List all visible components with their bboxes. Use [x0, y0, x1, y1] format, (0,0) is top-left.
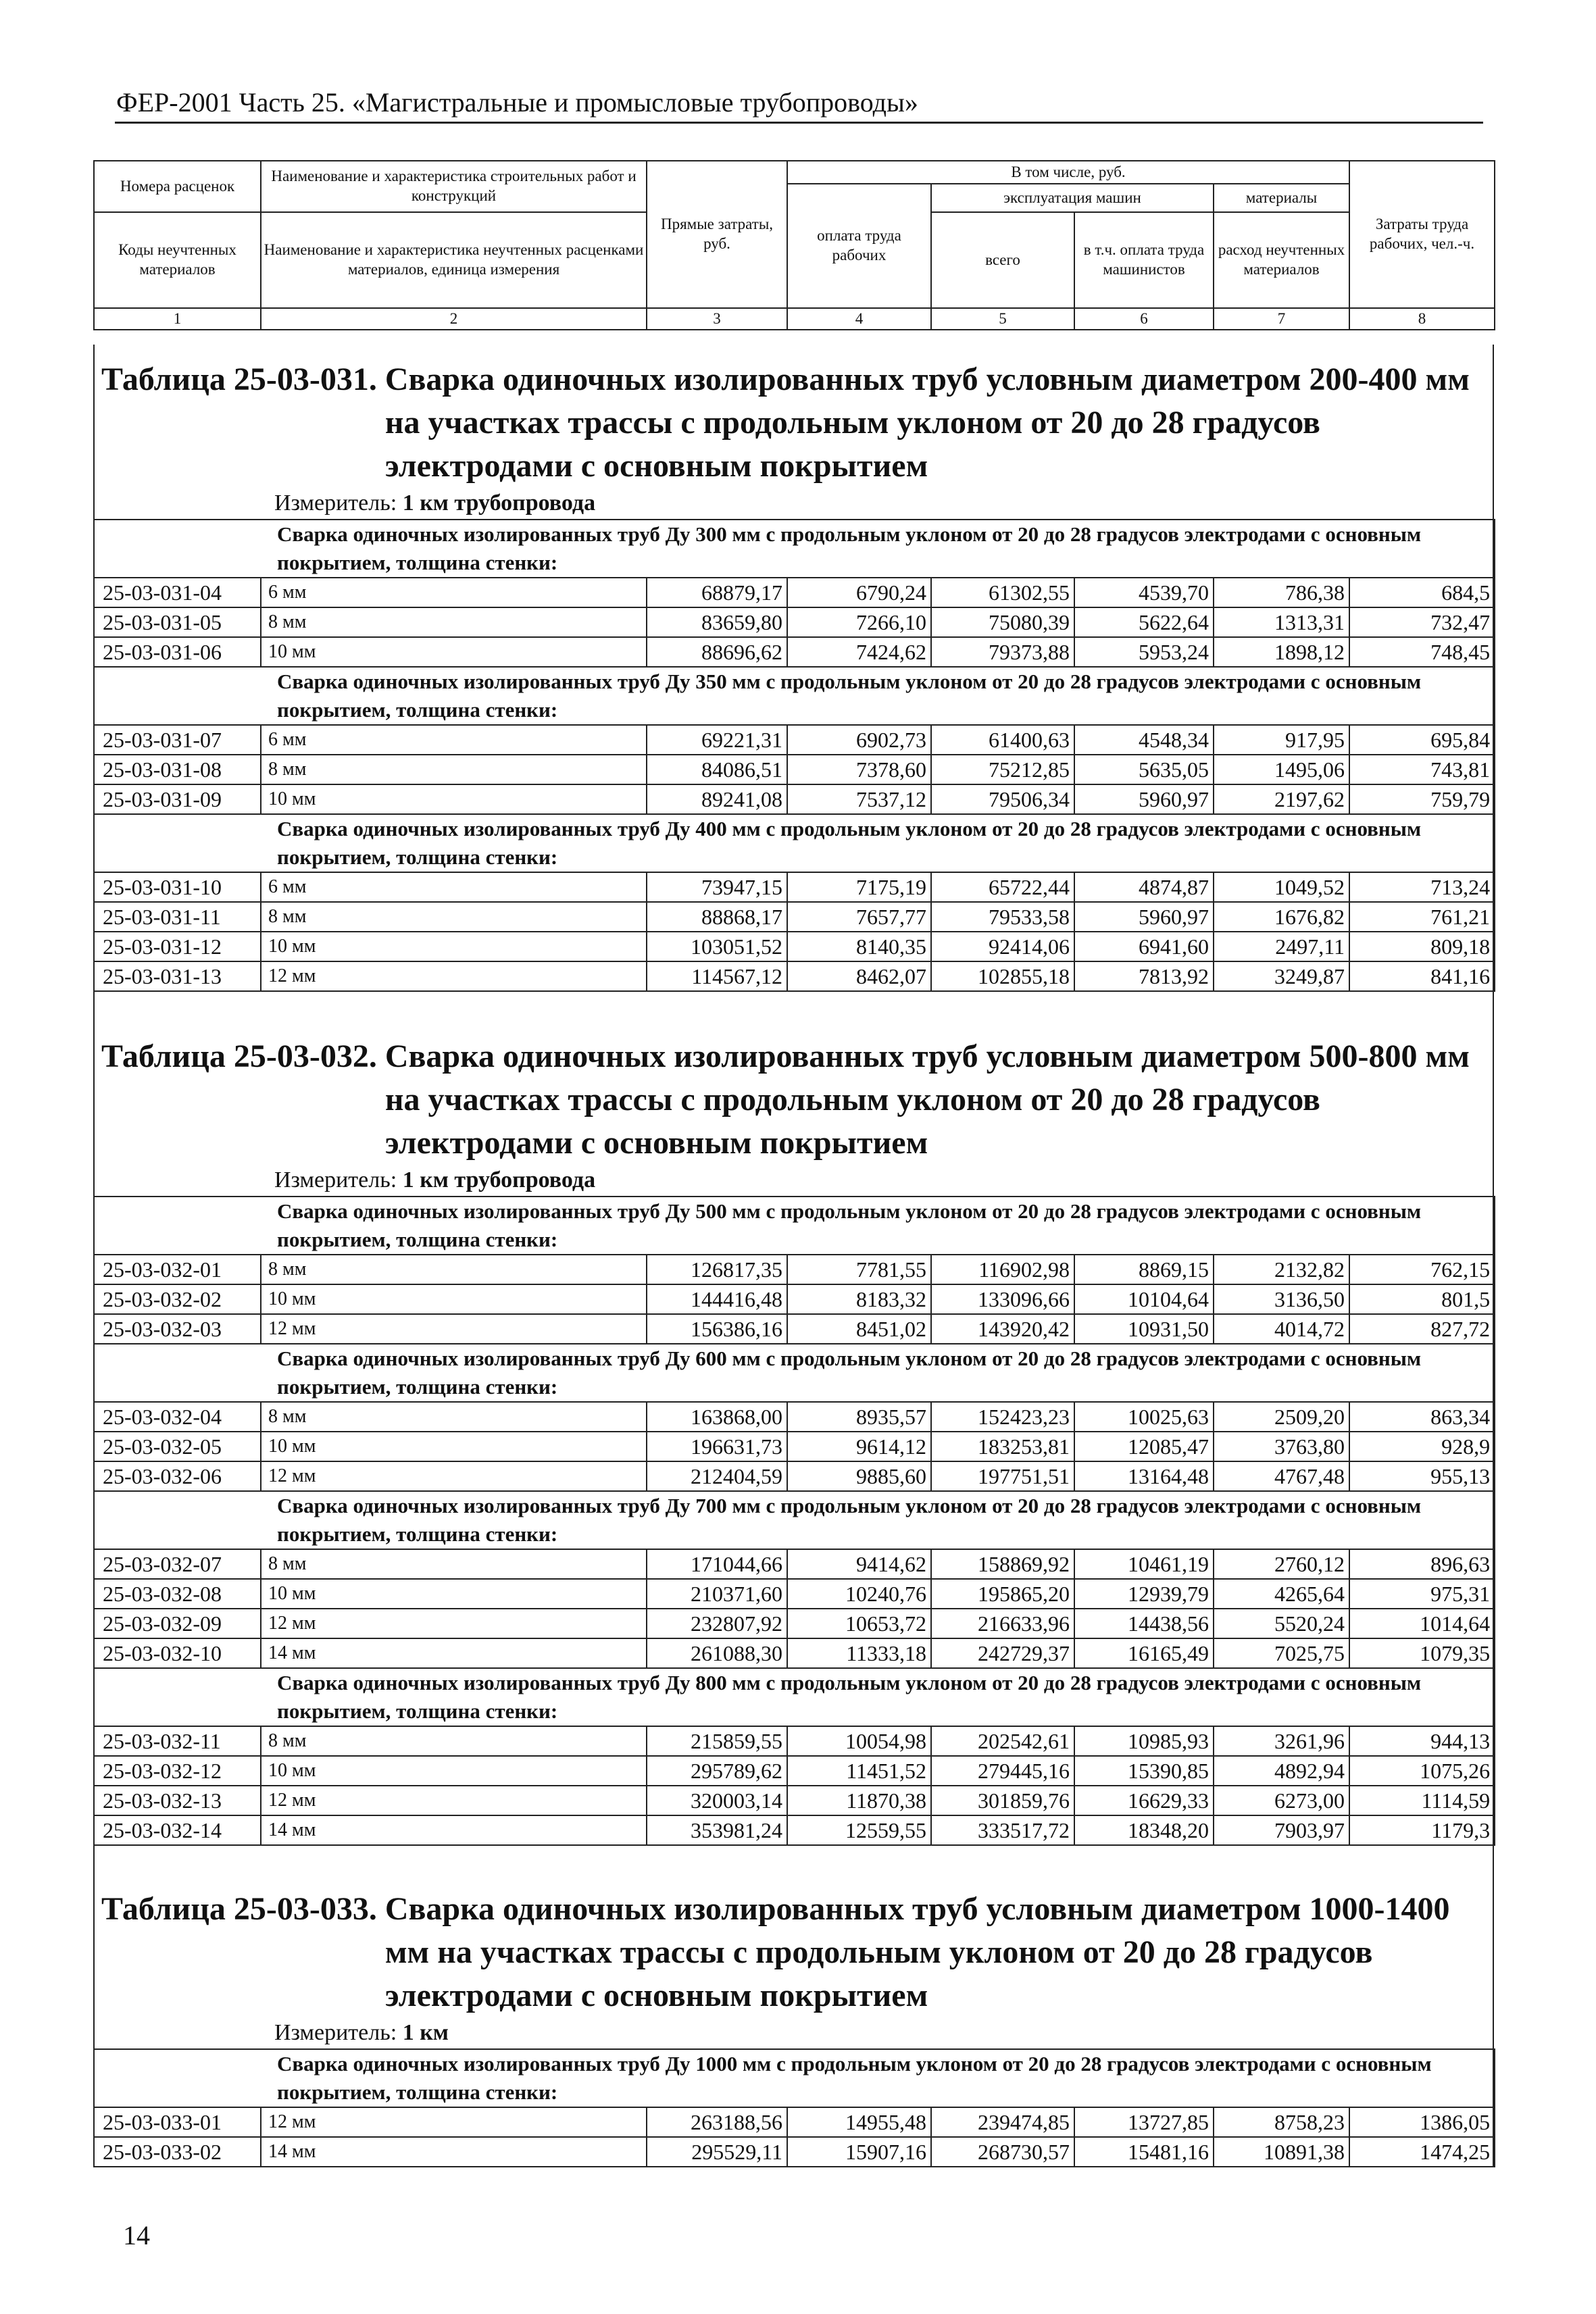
table-row	[94, 1609, 1495, 1638]
column-header-table	[93, 160, 1495, 330]
materials-cost: 4265,64	[1214, 1579, 1349, 1609]
worker-wages: 7424,62	[787, 637, 931, 667]
labor-hours: 759,79	[1349, 784, 1495, 814]
materials-cost: 3136,50	[1214, 1284, 1349, 1314]
wall-thickness: 12 мм	[261, 1609, 647, 1638]
wall-thickness: 12 мм	[261, 1314, 647, 1344]
direct-costs: 114567,12	[647, 961, 787, 991]
group-title: Сварка одиночных изолированных труб Ду 400 мм с продольным уклоном от 20 до 28 градусов электродами с основным покрытием, толщина стенки:	[94, 814, 1495, 872]
materials-cost: 2132,82	[1214, 1255, 1349, 1284]
materials-cost: 1049,52	[1214, 872, 1349, 902]
direct-costs: 320003,14	[647, 1786, 787, 1815]
worker-wages: 8935,57	[787, 1402, 931, 1432]
machines-total: 183253,81	[931, 1432, 1074, 1461]
worker-wages: 6790,24	[787, 578, 931, 607]
rate-code: 25-03-031-05	[94, 607, 261, 637]
worker-wages: 7175,19	[787, 872, 931, 902]
worker-wages: 10054,98	[787, 1726, 931, 1756]
group-header-row	[94, 1491, 1495, 1549]
wall-thickness: 8 мм	[261, 1255, 647, 1284]
rate-code: 25-03-032-09	[94, 1609, 261, 1638]
materials-cost: 2760,12	[1214, 1549, 1349, 1579]
direct-costs: 84086,51	[647, 755, 787, 784]
rate-code: 25-03-032-14	[94, 1815, 261, 1845]
wall-thickness: 10 мм	[261, 1432, 647, 1461]
labor-hours: 713,24	[1349, 872, 1495, 902]
direct-costs: 163868,00	[647, 1402, 787, 1432]
labor-hours: 841,16	[1349, 961, 1495, 991]
header-work-name: Наименование и характеристика строительных работ и конструкций	[261, 161, 647, 212]
rate-code: 25-03-032-02	[94, 1284, 261, 1314]
materials-cost: 3261,96	[1214, 1726, 1349, 1756]
table-caption: Сварка одиночных изолированных труб условным диаметром 1000-1400 мм на участках трассы с продольным уклоном от 20 до 28 градусов электродами с основным покрытием	[384, 1891, 1450, 2013]
labor-hours: 761,21	[1349, 902, 1495, 932]
machinist-wages: 10461,19	[1074, 1549, 1214, 1579]
worker-wages: 7781,55	[787, 1255, 931, 1284]
wall-thickness: 14 мм	[261, 1815, 647, 1845]
table-row	[94, 1402, 1495, 1432]
rate-code: 25-03-032-01	[94, 1255, 261, 1284]
table-row	[94, 607, 1495, 637]
machinist-wages: 13727,85	[1074, 2107, 1214, 2137]
rate-code: 25-03-032-12	[94, 1756, 261, 1786]
direct-costs: 156386,16	[647, 1314, 787, 1344]
table-number: Таблица 25-03-032.	[101, 1038, 377, 1074]
table-row	[94, 1786, 1495, 1815]
wall-thickness: 14 мм	[261, 1638, 647, 1668]
labor-hours: 827,72	[1349, 1314, 1495, 1344]
table-title	[93, 358, 1494, 488]
labor-hours: 944,13	[1349, 1726, 1495, 1756]
group-title: Сварка одиночных изолированных труб Ду 600 мм с продольным уклоном от 20 до 28 градусов электродами с основным покрытием, толщина стенки:	[94, 1344, 1495, 1402]
measurement-label: Измеритель:	[274, 491, 397, 515]
machines-total: 279445,16	[931, 1756, 1074, 1786]
materials-cost: 917,95	[1214, 725, 1349, 755]
table-row	[94, 637, 1495, 667]
rate-code: 25-03-032-08	[94, 1579, 261, 1609]
direct-costs: 212404,59	[647, 1461, 787, 1491]
header-rate-numbers: Номера расценок	[94, 161, 261, 212]
rate-code: 25-03-031-13	[94, 961, 261, 991]
wall-thickness: 10 мм	[261, 932, 647, 961]
worker-wages: 6902,73	[787, 725, 931, 755]
worker-wages: 8462,07	[787, 961, 931, 991]
labor-hours: 863,34	[1349, 1402, 1495, 1432]
wall-thickness: 14 мм	[261, 2137, 647, 2167]
worker-wages: 7378,60	[787, 755, 931, 784]
table-row	[94, 725, 1495, 755]
labor-hours: 748,45	[1349, 637, 1495, 667]
machinist-wages: 12939,79	[1074, 1579, 1214, 1609]
materials-cost: 2497,11	[1214, 932, 1349, 961]
measurement-label: Измеритель:	[274, 2020, 397, 2045]
direct-costs: 171044,66	[647, 1549, 787, 1579]
wall-thickness: 12 мм	[261, 1786, 647, 1815]
machines-total: 61400,63	[931, 725, 1074, 755]
direct-costs: 215859,55	[647, 1726, 787, 1756]
machinist-wages: 7813,92	[1074, 961, 1214, 991]
group-header-row	[94, 520, 1495, 578]
table-row	[94, 755, 1495, 784]
machines-total: 268730,57	[931, 2137, 1074, 2167]
machines-total: 216633,96	[931, 1609, 1074, 1638]
materials-cost: 4892,94	[1214, 1756, 1349, 1786]
rate-code: 25-03-031-11	[94, 902, 261, 932]
group-header-row	[94, 2049, 1495, 2107]
worker-wages: 12559,55	[787, 1815, 931, 1845]
header-material-names: Наименование и характеристика неучтенных расценками материалов, единица измерения	[261, 212, 647, 308]
header-material-codes: Коды неучтенных материалов	[94, 212, 261, 308]
measurement-label: Измеритель:	[274, 1167, 397, 1192]
labor-hours: 732,47	[1349, 607, 1495, 637]
materials-cost: 1495,06	[1214, 755, 1349, 784]
table-row	[94, 902, 1495, 932]
worker-wages: 11451,52	[787, 1756, 931, 1786]
labor-hours: 1079,35	[1349, 1638, 1495, 1668]
materials-cost: 3249,87	[1214, 961, 1349, 991]
table-row	[94, 1255, 1495, 1284]
worker-wages: 9614,12	[787, 1432, 931, 1461]
rates-table	[93, 2048, 1495, 2167]
machines-total: 242729,37	[931, 1638, 1074, 1668]
direct-costs: 69221,31	[647, 725, 787, 755]
table-row	[94, 1815, 1495, 1845]
rate-code: 25-03-031-07	[94, 725, 261, 755]
rate-code: 25-03-032-05	[94, 1432, 261, 1461]
machines-total: 102855,18	[931, 961, 1074, 991]
header-machines-total: всего	[931, 212, 1074, 308]
rates-table	[93, 519, 1495, 992]
group-title: Сварка одиночных изолированных труб Ду 350 мм с продольным уклоном от 20 до 28 градусов электродами с основным покрытием, толщина стенки:	[94, 667, 1495, 725]
wall-thickness: 8 мм	[261, 1549, 647, 1579]
table-row	[94, 1638, 1495, 1668]
rates-table	[93, 1196, 1495, 1846]
materials-cost: 2197,62	[1214, 784, 1349, 814]
wall-thickness: 8 мм	[261, 1402, 647, 1432]
labor-hours: 684,5	[1349, 578, 1495, 607]
labor-hours: 695,84	[1349, 725, 1495, 755]
page-number: 14	[123, 2220, 150, 2250]
table-row	[94, 1579, 1495, 1609]
rate-code: 25-03-032-06	[94, 1461, 261, 1491]
worker-wages: 7266,10	[787, 607, 931, 637]
direct-costs: 144416,48	[647, 1284, 787, 1314]
machines-total: 158869,92	[931, 1549, 1074, 1579]
table-row	[94, 1461, 1495, 1491]
header-worker-wages: оплата труда рабочих	[787, 184, 931, 308]
labor-hours: 955,13	[1349, 1461, 1495, 1491]
machines-total: 143920,42	[931, 1314, 1074, 1344]
materials-cost: 7903,97	[1214, 1815, 1349, 1845]
wall-thickness: 8 мм	[261, 1726, 647, 1756]
table-section	[93, 358, 1494, 992]
materials-cost: 5520,24	[1214, 1609, 1349, 1638]
direct-costs: 88696,62	[647, 637, 787, 667]
machinist-wages: 13164,48	[1074, 1461, 1214, 1491]
rate-code: 25-03-031-10	[94, 872, 261, 902]
wall-thickness: 6 мм	[261, 872, 647, 902]
materials-cost: 2509,20	[1214, 1402, 1349, 1432]
direct-costs: 353981,24	[647, 1815, 787, 1845]
wall-thickness: 10 мм	[261, 637, 647, 667]
group-header-row	[94, 1344, 1495, 1402]
table-row	[94, 1726, 1495, 1756]
group-title: Сварка одиночных изолированных труб Ду 800 мм с продольным уклоном от 20 до 28 градусов электродами с основным покрытием, толщина стенки:	[94, 1668, 1495, 1726]
direct-costs: 295529,11	[647, 2137, 787, 2167]
table-section	[93, 1888, 1494, 2167]
labor-hours: 1179,3	[1349, 1815, 1495, 1845]
worker-wages: 15907,16	[787, 2137, 931, 2167]
machines-total: 75080,39	[931, 607, 1074, 637]
machinist-wages: 18348,20	[1074, 1815, 1214, 1845]
machinist-wages: 4539,70	[1074, 578, 1214, 607]
table-title	[93, 1035, 1494, 1165]
machines-total: 65722,44	[931, 872, 1074, 902]
machines-total: 116902,98	[931, 1255, 1074, 1284]
direct-costs: 196631,73	[647, 1432, 787, 1461]
wall-thickness: 8 мм	[261, 902, 647, 932]
table-caption: Сварка одиночных изолированных труб условным диаметром 500-800 мм на участках трассы с продольным уклоном от 20 до 28 градусов электродами с основным покрытием	[384, 1038, 1470, 1161]
materials-cost: 4767,48	[1214, 1461, 1349, 1491]
table-row	[94, 1432, 1495, 1461]
group-header-row	[94, 814, 1495, 872]
header-rule	[115, 122, 1483, 124]
rate-code: 25-03-032-07	[94, 1549, 261, 1579]
wall-thickness: 12 мм	[261, 1461, 647, 1491]
wall-thickness: 10 мм	[261, 1284, 647, 1314]
rate-code: 25-03-031-04	[94, 578, 261, 607]
wall-thickness: 10 мм	[261, 784, 647, 814]
group-header-row	[94, 667, 1495, 725]
machinist-wages: 15390,85	[1074, 1756, 1214, 1786]
machinist-wages: 5622,64	[1074, 607, 1214, 637]
machines-total: 301859,76	[931, 1786, 1074, 1815]
labor-hours: 928,9	[1349, 1432, 1495, 1461]
wall-thickness: 12 мм	[261, 961, 647, 991]
machines-total: 152423,23	[931, 1402, 1074, 1432]
header-unaccounted-materials: расход неучтенных материалов	[1214, 212, 1349, 308]
worker-wages: 11333,18	[787, 1638, 931, 1668]
worker-wages: 8140,35	[787, 932, 931, 961]
rate-code: 25-03-032-03	[94, 1314, 261, 1344]
table-row	[94, 932, 1495, 961]
machinist-wages: 16165,49	[1074, 1638, 1214, 1668]
labor-hours: 1014,64	[1349, 1609, 1495, 1638]
direct-costs: 68879,17	[647, 578, 787, 607]
machinist-wages: 5635,05	[1074, 755, 1214, 784]
measurement-value: 1 км трубопровода	[402, 1167, 596, 1192]
machines-total: 61302,55	[931, 578, 1074, 607]
content-area	[93, 345, 1494, 2167]
direct-costs: 261088,30	[647, 1638, 787, 1668]
rate-code: 25-03-031-06	[94, 637, 261, 667]
worker-wages: 10653,72	[787, 1609, 931, 1638]
wall-thickness: 10 мм	[261, 1579, 647, 1609]
table-row	[94, 961, 1495, 991]
machinist-wages: 6941,60	[1074, 932, 1214, 961]
machines-total: 195865,20	[931, 1579, 1074, 1609]
direct-costs: 232807,92	[647, 1609, 787, 1638]
materials-cost: 4014,72	[1214, 1314, 1349, 1344]
worker-wages: 8183,32	[787, 1284, 931, 1314]
worker-wages: 7657,77	[787, 902, 931, 932]
table-row	[94, 784, 1495, 814]
worker-wages: 10240,76	[787, 1579, 931, 1609]
table-number: Таблица 25-03-033.	[101, 1891, 377, 1927]
machinist-wages: 10931,50	[1074, 1314, 1214, 1344]
materials-cost: 1676,82	[1214, 902, 1349, 932]
table-row	[94, 1314, 1495, 1344]
machines-total: 133096,66	[931, 1284, 1074, 1314]
machines-total: 197751,51	[931, 1461, 1074, 1491]
worker-wages: 9885,60	[787, 1461, 931, 1491]
wall-thickness: 10 мм	[261, 1756, 647, 1786]
machinist-wages: 10104,64	[1074, 1284, 1214, 1314]
table-row	[94, 1549, 1495, 1579]
table-row	[94, 872, 1495, 902]
materials-cost: 786,38	[1214, 578, 1349, 607]
machines-total: 92414,06	[931, 932, 1074, 961]
machinist-wages: 10025,63	[1074, 1402, 1214, 1432]
table-caption: Сварка одиночных изолированных труб условным диаметром 200-400 мм на участках трассы с продольным уклоном от 20 до 28 градусов электродами с основным покрытием	[384, 361, 1470, 484]
materials-cost: 3763,80	[1214, 1432, 1349, 1461]
measurement-unit	[274, 1165, 1494, 1196]
measurement-unit	[274, 488, 1494, 519]
table-title	[93, 1888, 1494, 2017]
worker-wages: 7537,12	[787, 784, 931, 814]
direct-costs: 89241,08	[647, 784, 787, 814]
direct-costs: 88868,17	[647, 902, 787, 932]
materials-cost: 6273,00	[1214, 1786, 1349, 1815]
materials-cost: 1313,31	[1214, 607, 1349, 637]
machines-total: 79373,88	[931, 637, 1074, 667]
labor-hours: 1386,05	[1349, 2107, 1495, 2137]
machinist-wages: 5960,97	[1074, 902, 1214, 932]
measurement-value: 1 км	[402, 2020, 449, 2045]
materials-cost: 1898,12	[1214, 637, 1349, 667]
wall-thickness: 12 мм	[261, 2107, 647, 2137]
header-column-numbers: 1 2 3 4 5 6 7 8	[94, 308, 1495, 330]
worker-wages: 9414,62	[787, 1549, 931, 1579]
rate-code: 25-03-032-13	[94, 1786, 261, 1815]
rate-code: 25-03-032-04	[94, 1402, 261, 1432]
rate-code: 25-03-031-12	[94, 932, 261, 961]
direct-costs: 73947,15	[647, 872, 787, 902]
machinist-wages: 16629,33	[1074, 1786, 1214, 1815]
machinist-wages: 10985,93	[1074, 1726, 1214, 1756]
wall-thickness: 8 мм	[261, 607, 647, 637]
table-section	[93, 1035, 1494, 1846]
machinist-wages: 8869,15	[1074, 1255, 1214, 1284]
measurement-unit	[274, 2017, 1494, 2048]
materials-cost: 10891,38	[1214, 2137, 1349, 2167]
direct-costs: 263188,56	[647, 2107, 787, 2137]
wall-thickness: 8 мм	[261, 755, 647, 784]
worker-wages: 8451,02	[787, 1314, 931, 1344]
machines-total: 333517,72	[931, 1815, 1074, 1845]
group-title: Сварка одиночных изолированных труб Ду 500 мм с продольным уклоном от 20 до 28 градусов электродами с основным покрытием, толщина стенки:	[94, 1197, 1495, 1255]
table-row	[94, 1756, 1495, 1786]
direct-costs: 126817,35	[647, 1255, 787, 1284]
direct-costs: 103051,52	[647, 932, 787, 961]
materials-cost: 7025,75	[1214, 1638, 1349, 1668]
wall-thickness: 6 мм	[261, 578, 647, 607]
rate-code: 25-03-032-11	[94, 1726, 261, 1756]
machinist-wages: 12085,47	[1074, 1432, 1214, 1461]
header-labor-costs: Затраты труда рабочих, чел.-ч.	[1349, 161, 1495, 308]
labor-hours: 1474,25	[1349, 2137, 1495, 2167]
machinist-wages: 5960,97	[1074, 784, 1214, 814]
labor-hours: 809,18	[1349, 932, 1495, 961]
group-title: Сварка одиночных изолированных труб Ду 300 мм с продольным уклоном от 20 до 28 градусов электродами с основным покрытием, толщина стенки:	[94, 520, 1495, 578]
table-row	[94, 2107, 1495, 2137]
labor-hours: 896,63	[1349, 1549, 1495, 1579]
worker-wages: 14955,48	[787, 2107, 931, 2137]
table-row	[94, 1284, 1495, 1314]
rate-code: 25-03-032-10	[94, 1638, 261, 1668]
machinist-wages: 14438,56	[1074, 1609, 1214, 1638]
machinist-wages: 4548,34	[1074, 725, 1214, 755]
group-header-row	[94, 1197, 1495, 1255]
table-row	[94, 2137, 1495, 2167]
machinist-wages: 5953,24	[1074, 637, 1214, 667]
wall-thickness: 6 мм	[261, 725, 647, 755]
table-row	[94, 578, 1495, 607]
rate-code: 25-03-033-01	[94, 2107, 261, 2137]
header-including: В том числе, руб.	[787, 161, 1349, 184]
table-number: Таблица 25-03-031.	[101, 361, 377, 397]
direct-costs: 83659,80	[647, 607, 787, 637]
labor-hours: 1075,26	[1349, 1756, 1495, 1786]
direct-costs: 295789,62	[647, 1756, 787, 1786]
header-machine-operation: эксплуатация машин	[931, 184, 1214, 212]
direct-costs: 210371,60	[647, 1579, 787, 1609]
group-header-row	[94, 1668, 1495, 1726]
machines-total: 79533,58	[931, 902, 1074, 932]
machines-total: 79506,34	[931, 784, 1074, 814]
labor-hours: 743,81	[1349, 755, 1495, 784]
group-title: Сварка одиночных изолированных труб Ду 700 мм с продольным уклоном от 20 до 28 градусов электродами с основным покрытием, толщина стенки:	[94, 1491, 1495, 1549]
rate-code: 25-03-031-08	[94, 755, 261, 784]
labor-hours: 1114,59	[1349, 1786, 1495, 1815]
machines-total: 239474,85	[931, 2107, 1074, 2137]
measurement-value: 1 км трубопровода	[402, 491, 596, 515]
rate-code: 25-03-031-09	[94, 784, 261, 814]
header-direct-costs: Прямые затраты, руб.	[647, 161, 787, 308]
labor-hours: 975,31	[1349, 1579, 1495, 1609]
labor-hours: 762,15	[1349, 1255, 1495, 1284]
materials-cost: 8758,23	[1214, 2107, 1349, 2137]
header-materials: материалы	[1214, 184, 1349, 212]
labor-hours: 801,5	[1349, 1284, 1495, 1314]
header-machinist-wages: в т.ч. оплата труда машинистов	[1074, 212, 1214, 308]
machinist-wages: 4874,87	[1074, 872, 1214, 902]
running-head: ФЕР-2001 Часть 25. «Магистральные и промысловые трубопроводы»	[116, 87, 918, 118]
machinist-wages: 15481,16	[1074, 2137, 1214, 2167]
machines-total: 202542,61	[931, 1726, 1074, 1756]
rate-code: 25-03-033-02	[94, 2137, 261, 2167]
machines-total: 75212,85	[931, 755, 1074, 784]
worker-wages: 11870,38	[787, 1786, 931, 1815]
group-title: Сварка одиночных изолированных труб Ду 1000 мм с продольным уклоном от 20 до 28 градусов электродами с основным покрытием, толщина стенки:	[94, 2049, 1495, 2107]
